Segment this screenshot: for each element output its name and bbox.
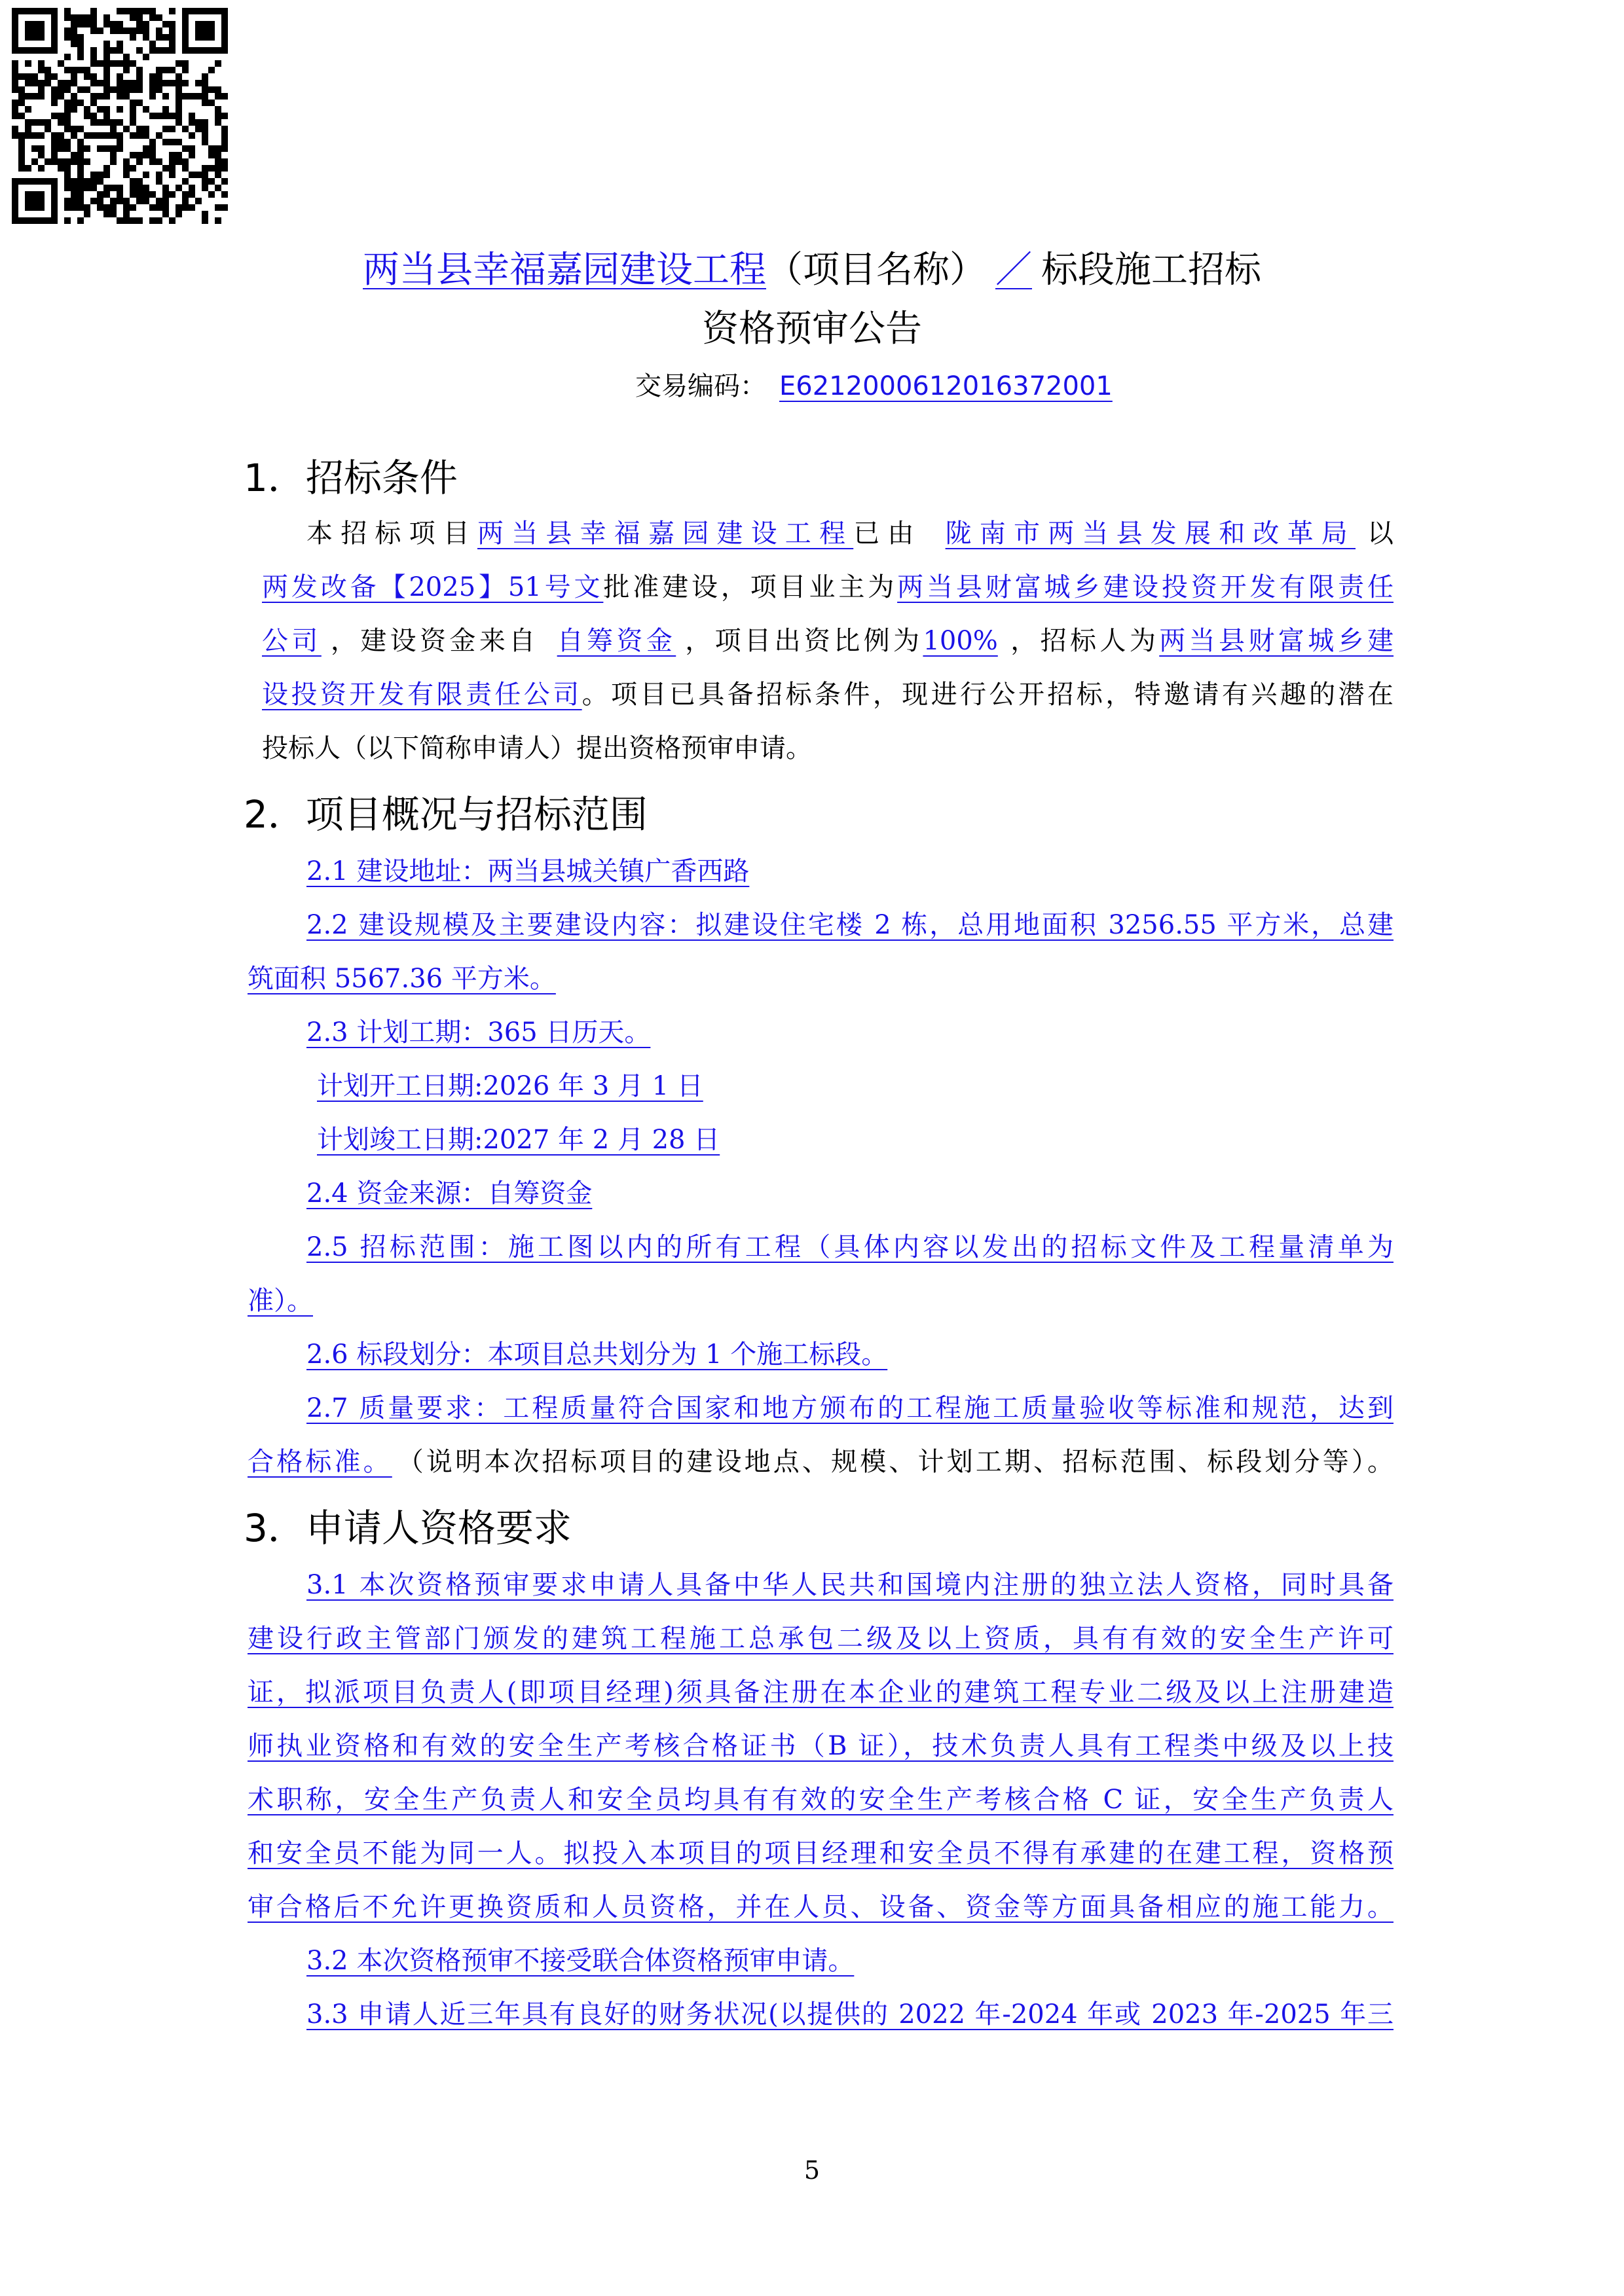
page-number: 5 — [803, 2156, 821, 2185]
s2-item-2-7[interactable]: 2.7 质量要求：工程质量符合国家和地方颁布的工程施工质量验收等标准和规范，达到 — [306, 1393, 1393, 1423]
s2-item-2-5-cont[interactable]: 准）。 — [248, 1286, 313, 1316]
p1-tenderer-link[interactable]: 两当县财富城乡建 — [1159, 626, 1394, 656]
title-suffix: 标段施工招标 — [1041, 249, 1261, 291]
s2-item-2-1[interactable]: 2.1 建设地址：两当县城关镇广香西路 — [306, 856, 750, 886]
p1-approval-doc-link[interactable]: 两发改备【2025】51号文 — [262, 572, 604, 602]
s3-item-3-1-line-3[interactable]: 证，拟派项目负责人(即项目经理)须具备注册在本企业的建筑工程专业二级及以上注册建造 — [248, 1677, 1393, 1707]
s2-item-2-4[interactable]: 2.4 资金来源：自筹资金 — [306, 1178, 593, 1209]
p1-line-3: 公司 ，建设资金来自 自筹资金 ，项目出资比例为100% ，招标人为两当县财富城乡建 — [262, 626, 1394, 656]
s3-item-3-2[interactable]: 3.2 本次资格预审不接受联合体资格预审申请。 — [306, 1946, 855, 1976]
s3-item-3-1-line-5[interactable]: 术职称，安全生产负责人和安全员均具有有效的安全生产考核合格 C 证，安全生产负责人 — [248, 1785, 1393, 1815]
p1-approver-link[interactable]: 陇南市两当县发展和改革局 — [945, 519, 1356, 549]
s2-item-2-3[interactable]: 2.3 计划工期：365 日历天。 — [306, 1017, 651, 1048]
s2-item-2-6[interactable]: 2.6 标段划分：本项目总共划分为 1 个施工标段。 — [306, 1339, 888, 1370]
s3-item-3-1-line-4[interactable]: 师执业资格和有效的安全生产考核合格证书（B 证），技术负责人具有工程类中级及以上技 — [248, 1731, 1393, 1761]
p1-ratio-link[interactable]: 100% — [923, 626, 998, 656]
s2-start-date[interactable]: 计划开工日期:2026 年 3 月 1 日 — [317, 1071, 703, 1101]
p1-line-2: 两发改备【2025】51号文批准建设，项目业主为两当县财富城乡建设投资开发有限责任 — [262, 572, 1394, 602]
title-name-label: （项目名称） — [766, 249, 986, 291]
p1-project-link[interactable]: 两当县幸福嘉园建设工程 — [477, 519, 854, 549]
s2-item-2-2[interactable]: 2.2 建设规模及主要建设内容：拟建设住宅楼 2 栋，总用地面积 3256.55 平方米，总建 — [306, 910, 1393, 940]
section-heading-2: 2．项目概况与招标范围 — [244, 792, 648, 837]
s2-end-date[interactable]: 计划竣工日期:2027 年 2 月 28 日 — [317, 1125, 720, 1155]
section-heading-1: 1．招标条件 — [244, 456, 458, 500]
s3-item-3-3[interactable]: 3.3 申请人近三年具有良好的财务状况(以提供的 2022 年-2024 年或 2023 年-2025 年三 — [306, 1999, 1393, 2030]
trade-code-label: 交易编码： — [635, 371, 766, 401]
qr-code-icon — [12, 8, 228, 224]
p1-owner-link[interactable]: 两当县财富城乡建设投资开发有限责任 — [897, 572, 1394, 602]
s3-item-3-1-line-6[interactable]: 和安全员不能为同一人。拟投入本项目的项目经理和安全员不得有承建的在建工程，资格预 — [248, 1838, 1393, 1868]
notice-subtitle: 资格预审公告 — [702, 308, 922, 350]
p1-line-4: 设投资开发有限责任公司。项目已具备招标条件，现进行公开招标，特邀请有兴趣的潜在 — [262, 680, 1394, 710]
trade-code — [635, 363, 1120, 409]
section-heading-3: 3．申请人资格要求 — [244, 1506, 572, 1550]
p1-line-1: 本招标项目两当县幸福嘉园建设工程已由 陇南市两当县发展和改革局 以 — [306, 519, 1394, 549]
notice-title — [0, 239, 1624, 302]
project-name-link[interactable]: 两当县幸福嘉园建设工程 — [363, 249, 766, 291]
s2-item-2-2-cont[interactable]: 筑面积 5567.36 平方米。 — [248, 964, 556, 994]
s2-item-2-5[interactable]: 2.5 招标范围：施工图以内的所有工程（具体内容以发出的招标文件及工程量清单为 — [306, 1232, 1393, 1262]
p1-funding-link[interactable]: 自筹资金 — [557, 626, 676, 656]
p1-line-5: 投标人（以下简称申请人）提出资格预审申请。 — [262, 733, 812, 763]
s3-item-3-1-line-7[interactable]: 审合格后不允许更换资质和人员资格，并在人员、设备、资金等方面具备相应的施工能力。 — [248, 1892, 1393, 1922]
s2-item-2-7-cont: 合格标准。 （说明本次招标项目的建设地点、规模、计划工期、招标范围、标段划分等）。 — [248, 1447, 1394, 1477]
s3-item-3-1-line-2[interactable]: 建设行政主管部门颁发的建筑工程施工总承包二级及以上资质，具有有效的安全生产许可 — [248, 1624, 1393, 1654]
trade-code-value[interactable]: E6212000612016372001 — [779, 371, 1113, 401]
p1-tenderer-link-cont[interactable]: 设投资开发有限责任公司 — [262, 680, 582, 710]
s3-item-3-1-line-1[interactable]: 3.1 本次资格预审要求申请人具备中华人民共和国境内注册的独立法人资格，同时具备 — [306, 1570, 1393, 1600]
section-blank[interactable]: ／ — [995, 249, 1032, 291]
p1-owner-link-cont[interactable]: 公司 — [262, 626, 322, 656]
